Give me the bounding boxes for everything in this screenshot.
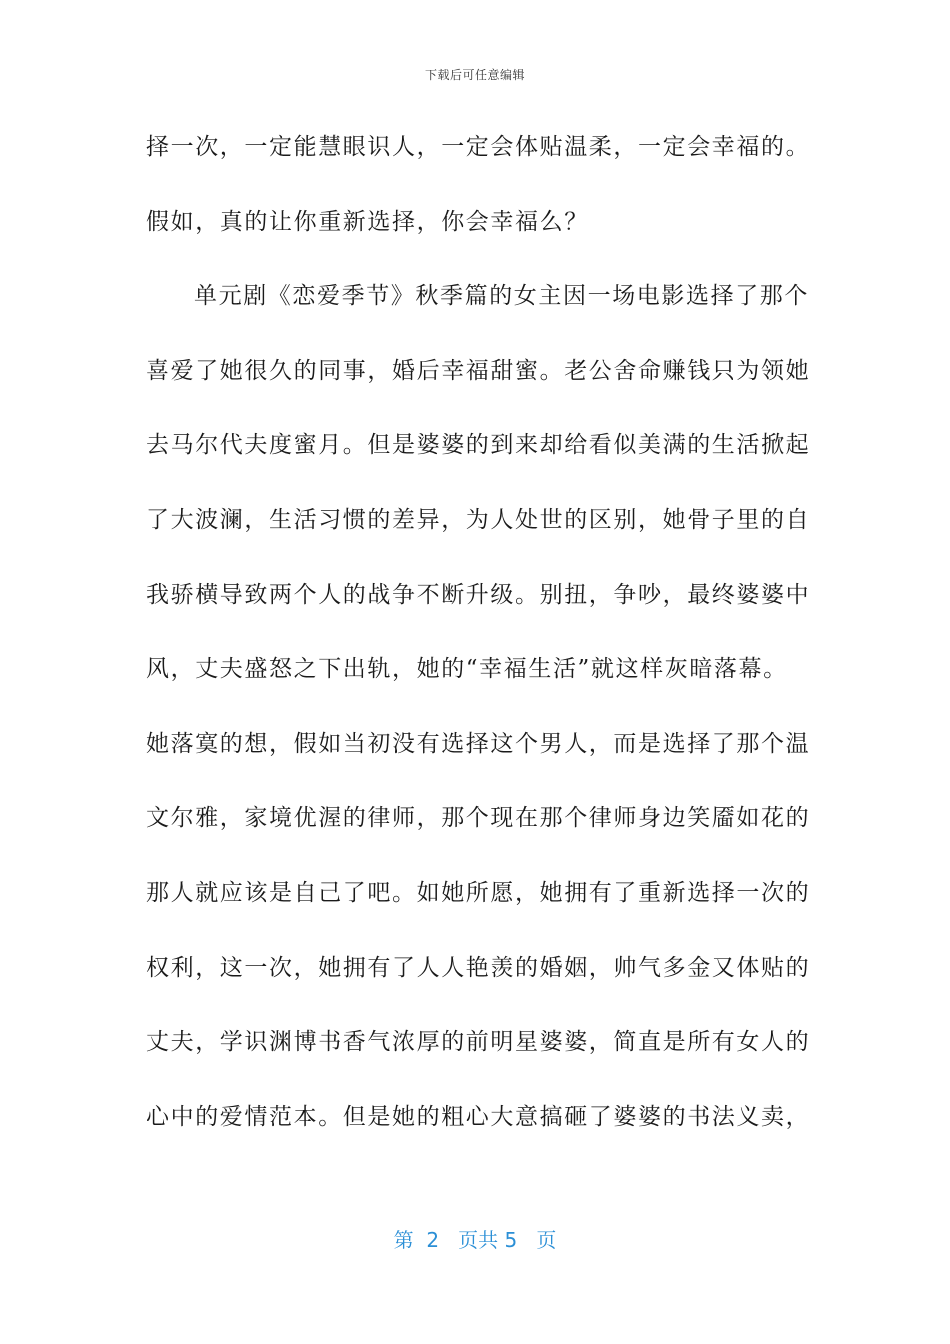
text-line: 心中的爱情范本。但是她的粗心大意搞砸了婆婆的书法义卖， — [146, 1103, 811, 1130]
text-line: 喜爱了她很久的同事，婚后幸福甜蜜。老公舍命赚钱只为领她 — [146, 357, 811, 384]
text-line: 了大波澜，生活习惯的差异，为人处世的区别，她骨子里的自 — [146, 506, 811, 533]
text-line: 我骄横导致两个人的战争不断升级。别扭，争吵，最终婆婆中 — [146, 581, 811, 608]
text-line: 去马尔代夫度蜜月。但是婆婆的到来却给看似美满的生活掀起 — [146, 432, 811, 459]
text-line: 丈夫，学识渊博书香气浓厚的前明星婆婆，简直是所有女人的 — [146, 1029, 811, 1056]
text-line: 择一次，一定能慧眼识人，一定会体贴温柔，一定会幸福的。 — [146, 134, 811, 160]
text-line: 文尔雅，家境优渥的律师，那个现在那个律师身边笑靥如花的 — [146, 805, 811, 832]
page-number-footer: 第 2 页共 5 页 — [393, 1228, 557, 1252]
text-line: 权利，这一次，她拥有了人人艳羡的婚姻，帅气多金又体贴的 — [146, 954, 811, 981]
text-line: 那人就应该是自己了吧。如她所愿，她拥有了重新选择一次的 — [146, 879, 811, 906]
text-line: 她落寞的想，假如当初没有选择这个男人，而是选择了那个温 — [146, 730, 811, 757]
paragraph-start-line: 单元剧《恋爱季节》秋季篇的女主因一场电影选择了那个 — [194, 283, 809, 310]
header-note: 下载后可任意编辑 — [424, 68, 525, 82]
text-line: 假如，真的让你重新选择，你会幸福么？ — [146, 208, 589, 235]
text-line: 风，丈夫盛怒之下出轨，她的“幸福生活”就这样灰暗落幕。 — [146, 656, 788, 683]
document-body — [146, 120, 811, 1164]
